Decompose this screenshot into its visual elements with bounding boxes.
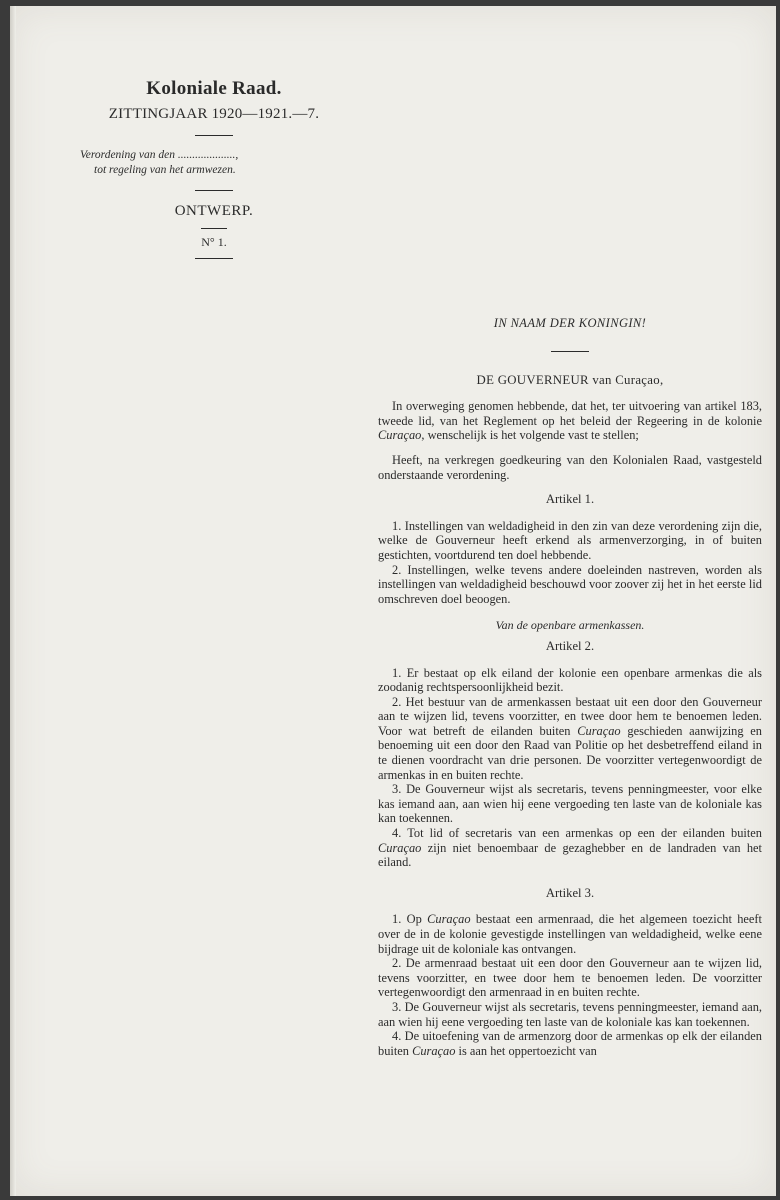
divider [195,258,233,259]
article-2-paragraph: 3. De Gouverneur wijst als secretaris, tevens penningmeester, voor elke kas iemand aan, aan wien hij eene vergoeding ten laste van de koloniale kas kan toekennen. [378,782,762,826]
article-2-heading: Artikel 2. [545,638,595,653]
divider [195,190,233,191]
article-2-paragraph: 2. Het bestuur van de armenkassen bestaat uit een door den Gouverneur aan te wijzen lid, tevens voorzitter, en twee door hem te benoemen leden. Voor wat betreft de eilanden buiten Curaçao geschieden aanwijzing en benoeming uit een door den Raad van Politie op het desbetreffend eiland in te dienen voordracht van drie personen. De voorzitter vertegenwoordigt de armenkas in en buiten rechte. [378,694,762,782]
ordinance-subject [80,148,348,178]
draft-label: ONTWERP. [174,203,254,219]
section-heading: Van de openbare armenkassen. [495,618,645,633]
article-2-paragraph: 4. Tot lid of secretaris van een armenkas op een der eilanden buiten Curaçao zijn niet benoembaar de gezaghebber en de landraden van het eiland. [378,826,762,870]
ordinance-line-1: Verordening van den ...................., [80,149,239,161]
ordinance-line-2: tot regeling van het armwezen. [94,164,236,176]
ordinance-text [378,316,762,1058]
article-1-paragraph: 1. Instellingen van weldadigheid in den zin van deze verordening zijn die, welke de Gouverneur heeft erkend als armenverzorging, in of buiten gestichten, voortdurend ten doel hebbende. [378,518,762,562]
page-edge [10,6,16,1196]
article-1-heading: Artikel 1. [545,492,595,507]
divider [195,135,233,136]
title-block [80,78,348,271]
article-3-paragraph: 1. Op Curaçao bestaat een armenraad, die het algemeen toezicht heeft over de in de kolonie gevestigde instellingen van weldadigheid, welke eene bijdrage uit de koloniale kas ontvangen. [378,912,762,956]
article-3-heading: Artikel 3. [545,885,595,900]
document-title: Koloniale Raad. [146,78,282,99]
article-2-paragraph: 1. Er bestaat op elk eiland der kolonie een openbare armenkas die als zoodanig rechtspersoonlijkheid bezit. [378,665,762,695]
article-3-paragraph: 2. De armenraad bestaat uit een door den Gouverneur aan te wijzen lid, tevens voorzitter, en twee door hem te benoemen leden. De voorzitter vertegenwoordigt den armenraad in en buiten rechte. [378,956,762,1000]
article-3-paragraph: 3. De Gouverneur wijst als secretaris, tevens penningmeester, iemand aan, aan wien hij eene vergoeding ten laste van de koloniale kas kan toekennen. [378,999,762,1029]
enactment-paragraph: Heeft, na verkregen goedkeuring van den Kolonialen Raad, vastgesteld onderstaande verordening. [378,452,762,482]
preamble-paragraph: In overweging genomen hebbende, dat het, ter uitvoering van artikel 183, tweede lid, van het Reglement op het beleid der Regeering in de kolonie Curaçao, wenschelijk is het volgende vast te stellen; [378,399,762,443]
invocation: IN NAAM DER KONINGIN! [493,316,647,330]
article-1-paragraph: 2. Instellingen, welke tevens andere doeleinden nastreven, worden als instellingen van weldadigheid beschouwd voor zoover zij het in het eerste lid omschreven doel beoogen. [378,562,762,606]
article-3-paragraph: 4. De uitoefening van de armenzorg door de armenkas op elk der eilanden buiten Curaçao is aan het oppertoezicht van [378,1029,762,1058]
session-year: ZITTINGJAAR 1920—1921.—7. [108,106,320,122]
divider [551,351,589,352]
document-page [10,6,776,1196]
document-number: N° 1. [201,235,227,249]
governor-heading: DE GOUVERNEUR van Curaçao, [476,372,664,387]
divider [201,228,227,229]
